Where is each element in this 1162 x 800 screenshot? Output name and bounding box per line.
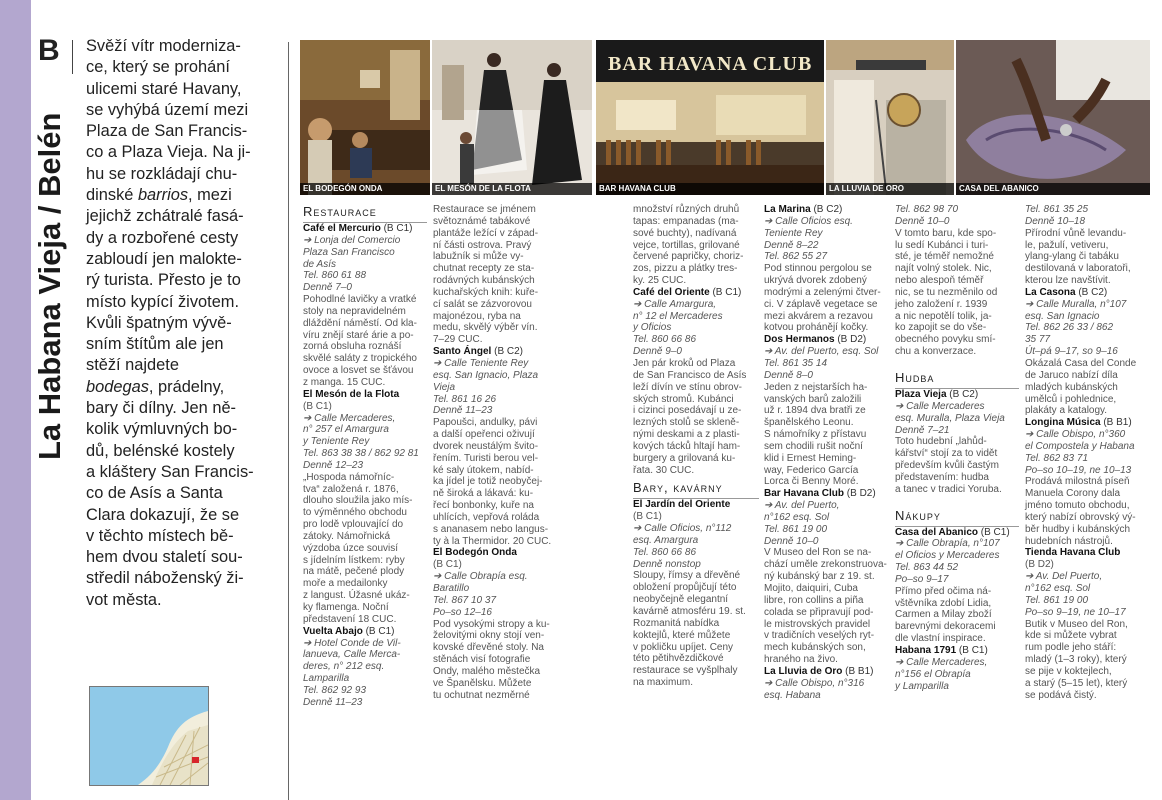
intro-line: stěží najdete [86,356,179,375]
body-text: kotvou prohánějí kočky. [764,322,869,334]
photo-caption: BAR HAVANA CLUB [596,183,824,195]
venue-info: ➔ Calle Teniente Rey [433,357,529,369]
intro-paragraph [86,36,278,611]
body-text: kových tácků hltají ham- [633,440,741,452]
intro-line: a kláštery San Francis- [86,462,254,481]
body-text: kavárně atmosféru 19. st. [633,606,746,617]
venue-info: Tel. 861 35 14 [764,357,828,369]
body-text: Jen pár kroků od Plaza [633,357,736,369]
venue-info: Denně 10–18 [1025,215,1086,227]
bar-sign-text: BAR HAVANA CLUB [608,53,813,75]
body-text: rodávných kubánských [433,275,535,287]
intro-line: kolik výmluvných bo- [86,420,238,439]
venue-info: ➔ Calle Obrapía, n°107 [895,538,1000,550]
venue-info: ➔ Hotel Conde de Vil- [303,637,401,649]
body-text: ky. 25 CUC. [633,275,687,287]
body-text: na mátě, pečené plody [303,566,405,578]
body-text: řením. Turisti berou vel- [433,452,539,464]
venue-info: n° 257 el Amargura [303,424,389,436]
body-text: v pokličku upíjet. Ceny [633,641,734,653]
venue-name: Santo Ángel (B C2) [433,346,524,358]
body-text: a starý (5–15 let), který [1025,677,1128,689]
venue-name: El Mesón de la Flota [303,388,400,400]
body-text: obecného povyku smí- [895,334,996,346]
venue-info: Denně 8–22 [764,239,819,251]
body-text: kářství“ stojí za to vidět [895,448,998,460]
venue-info: Vieja [433,381,456,393]
venue-name: El Jardín del Oriente [633,499,731,511]
venue-info: Tel. 863 38 38 / 862 92 81 [303,448,419,460]
intro-line: hu se rozkládají chu- [86,164,238,183]
body-text: uhlících, vepřová roláda [433,511,540,523]
body-text: cí salát se zázvorovou [433,298,532,310]
section-heading: Bary, kavárny [633,480,759,499]
venue-info: Po–so 12–16 [433,606,492,618]
venue-info: ➔ Calle Muralla, n°107 [1025,298,1127,310]
body-text: už r. 1894 dva bratři ze [764,405,866,417]
photo-bar-havana-club [596,40,824,195]
body-text: ka jídel je totiž neobyčej- [433,476,543,488]
body-text: řata. 30 CUC. [633,464,695,476]
body-text: ty à la Thermidor. 20 CUC. [433,535,552,547]
photo-caption: EL MESÓN DE LA FLOTA [432,183,592,195]
intro-line: dů, belénské kostely [86,441,235,460]
intro-line: sním štítům ale jen [86,335,224,354]
column-divider [288,42,289,800]
venue-info: Út–pá 9–17, so 9–16 [1025,346,1118,358]
body-text: a tanec v tradici Yoruba. [895,483,1002,495]
venue-info: Denně 11–23 [303,696,363,708]
venue-name: Longina Música (B B1) [1025,417,1132,429]
body-text: mladý (1–3 roky), který [1025,654,1127,666]
venue-info: Po–so 9–17 [895,573,949,585]
body-text: Pohodlné lavičky a vratké [303,294,417,306]
body-text: běr hudby i kubánských [1025,523,1131,535]
body-text: S námořníky z přístavu [764,429,867,441]
body-text: dlouho sloužila jako mís- [303,495,413,507]
body-text: pro lodě vplouvající do [303,519,404,531]
body-text: kde si můžete vybrat [1025,630,1117,642]
body-text: Přímo před očima ná- [895,585,992,597]
body-text: želovitými okny stojí ven- [433,630,545,642]
intro-line: rý turista. Přesto je to [86,271,241,290]
body-text: Toto hudební „lahůd- [895,436,987,448]
venue-info: Plaza San Francisco [303,246,395,258]
text-column-5 [895,204,1019,692]
body-text: (B C1) [303,400,332,412]
body-text: modrými a zelenými čtver- [764,286,881,298]
venue-name: La Casona (B C2) [1025,286,1108,298]
sidebar-color-strip [0,0,31,800]
photo-el-bodegon-onda [300,40,430,195]
body-text: plantáže ležící v západ- [433,227,539,239]
body-text: V Museo del Ron se na- [764,547,872,559]
body-text: výzdoba úzce souvisí [303,542,399,554]
venue-info: Denně 11–23 [433,405,493,417]
venue-info: esq. Muralla, Plaza Vieja [895,412,1005,424]
body-text: nic, se tu nezměnilo od [895,286,998,298]
venue-info: y Teniente Rey [303,436,370,448]
body-text: colada se připravují pod- [764,606,874,618]
body-text: skvělé saláty z tropického [303,353,417,365]
intro-line: vot města. [86,590,162,609]
body-text: Manuela Corony dala [1025,488,1121,500]
venue-info: ➔ Av. Del Puerto, [1025,571,1103,583]
body-text: z langust. Úžasné ukáz- [303,590,410,602]
body-text: v tradičních veselých ryt- [764,630,875,642]
venue-info: Tel. 861 16 26 [433,393,497,405]
venue-name: La Lluvia de Oro (B B1) [764,665,874,677]
text-column-3 [633,204,759,689]
body-text: (B D2) [1025,559,1054,571]
body-text: Pod stinnou pergolou se [764,263,872,275]
body-text: stoly na nepravidelném [303,305,406,317]
venue-info: Denně 10–0 [895,215,950,227]
body-text: a nic nepotělí tolik, ja- [895,310,992,322]
body-text: 7–29 CUC. [433,334,483,346]
venue-info: esq. San Ignacio [1025,310,1100,322]
venue-info: n° 12 el Mercaderes [633,310,723,322]
venue-info: ➔ Calle Obispo, n°316 [764,677,865,689]
body-text: ný kubánský bar z 19. st. [764,571,875,583]
body-text: ní části ostrova. Pravý [433,239,532,251]
venue-info: Baratillo [433,583,470,594]
venue-info: esq. Habana [764,689,821,701]
body-text: chu a konverzace. [895,346,977,358]
venue-info: ➔ Av. del Puerto, esq. Sol [764,346,879,358]
body-text: Rozmanitá nabídka [633,617,720,629]
venue-name: El Bodegón Onda [433,547,517,559]
text-column-1 [303,204,427,709]
venue-info: 35 77 [1025,334,1051,346]
body-text: plakáty a katalogy. [1025,405,1108,417]
body-text: množství různých druhů [633,204,740,215]
body-text: Jeden z nejstarších ha- [764,381,868,393]
venue-info: Denně 10–0 [764,535,819,547]
venue-name: La Marina (B C2) [764,204,843,215]
intro-line: hem dvou staletí sou- [86,548,243,567]
body-text: libre, ron collins a piña [764,594,864,606]
venue-info: esq. San Ignacio, Plaza [433,369,539,381]
body-text: i cizinci posedávají u ze- [633,405,742,417]
body-text: Přírodní vůně levandu- [1025,227,1127,239]
body-text: mladých kubánských [1025,381,1118,393]
venue-name: Tienda Havana Club [1025,547,1121,559]
intro-line: zabloudí jen malokte- [86,249,242,268]
body-text: nebo alespoň téměř [895,275,984,287]
intro-line: ce, který se prohání [86,58,230,77]
spacer [895,358,1019,366]
venue-info: Tel. 862 92 93 [303,684,367,696]
photo-caption: CASA DEL ABANICO [956,183,1150,195]
body-text: medu, skvělý výběr vín. [433,322,538,334]
venue-info: Denně 7–0 [303,282,352,294]
body-text: vejce, tortillas, grilované [633,239,740,251]
intro-line: se vyhýbá území mezi [86,100,249,119]
body-text: vštěvníka zdobí Lidia, [895,597,992,609]
photo-caption: LA LLUVIA DE ORO [826,183,954,195]
body-text: Carmen a Milay zboží [895,609,992,621]
body-text: umělců i pohlednice, [1025,393,1117,405]
venue-info: y Oficios [633,322,672,334]
venue-name: Café del Oriente (B C1) [633,286,742,298]
body-text: de San Francisco de Asís [633,369,747,381]
body-text: (B C1) [633,511,662,523]
body-text: Okázalá Casa del Conde [1025,357,1137,369]
body-text: víru znějí staré árie a po- [303,329,414,341]
body-text: dvorek neustálým švito- [433,440,539,452]
venue-name: Dos Hermanos (B D2) [764,334,867,346]
body-text: rum podle jeho stáří: [1025,642,1117,654]
body-text: jméno tomuto obchodu, [1025,500,1130,512]
intro-line: dinské barrios, mezi [86,186,232,205]
body-text: ně široká a lákavá: ku- [433,488,534,500]
venue-info: y Lamparilla [895,680,949,692]
body-text: ukrývá dvorek zdobený [764,275,867,287]
body-text: na maximum. [633,677,694,689]
body-text: Papoušci, andulky, pávi [433,417,538,429]
body-text: destilovaná v laboratoři, [1025,263,1131,275]
body-text: hudebních nástrojů. [1025,535,1113,547]
body-text: le mistrovských pravidel [764,618,871,630]
venue-info: Denně 9–0 [633,346,682,358]
venue-name: Bar Havana Club (B D2) [764,488,876,500]
body-text: Sloupy, římsy a dřevěné [633,570,741,582]
intro-line: bary či dílny. Jen ně- [86,399,237,418]
body-text: především kvůli častým [895,460,999,472]
intro-line: co a Plaza Vieja. Na ji- [86,143,251,162]
body-text: s ananasem nebo langus- [433,523,549,535]
venue-info: n°162 esq. Sol [1025,583,1091,594]
venue-info: Tel. 863 44 52 [895,562,959,574]
body-text: zos, pizzu a plátky tres- [633,263,738,275]
body-text: představení 18 CUC. [303,613,397,625]
venue-info: ➔ Calle Mercaderes, [895,656,988,668]
body-text: way, Federico García [764,464,859,476]
intro-line: bodegas, prádelny, [86,377,225,396]
venue-info: Tel. 861 19 00 [764,523,828,535]
body-text: se podává čistý. [1025,689,1097,701]
photo-la-lluvia-de-oro [826,40,954,195]
body-text: z manga. 15 CUC. [303,376,386,388]
venue-info: lanueva, Calle Merca- [303,649,401,661]
body-text: který nabízí obrovský vý- [1025,511,1136,523]
body-text: de Jaruco nabízí díla [1025,369,1118,381]
venue-info: ➔ Lonja del Comercio [303,234,401,246]
venue-name: Habana 1791 (B C1) [895,645,988,656]
body-text: V tomto baru, kde spo- [895,227,997,239]
venue-info: Denně 8–0 [764,369,813,381]
body-text: moře a medailonky [303,578,388,590]
body-text: s jídelním lístkem: ryby [303,554,405,566]
body-text: sem chodili rušit noční [764,440,863,452]
body-text: lu sedí Kubánci i turi- [895,239,989,251]
venue-info: ➔ Calle Obrapía esq. [433,571,528,583]
body-text: Pod vysokými stropy a ku- [433,618,550,630]
body-text: klid i Ernest Heming- [764,452,857,464]
venue-info: n°156 el Obrapía [895,668,971,680]
body-text: ké saly útokem, nabíd- [433,464,534,476]
venue-info: Tel. 867 10 37 [433,594,497,606]
intro-line: ulicemi staré Havany, [86,79,242,98]
body-text: leží dívín ve stínu obrov- [633,381,742,393]
body-text: ských stromů. Kubánci [633,393,734,405]
body-text: sté, je téměř nemožné [895,251,994,263]
venue-info: Po–so 10–19, ne 10–13 [1025,464,1132,476]
body-text: a další opeřenci oživují [433,429,535,441]
body-text: Mojito, daiquiri, Cuba [764,583,858,594]
venue-info: Teniente Rey [764,227,823,239]
body-text: (B C1) [433,559,462,571]
venue-info: el Compostela y Habana [1025,440,1135,452]
body-text: světoznámé tabákové [433,215,531,227]
body-text: zorná obsluha roznáší [303,341,402,353]
body-text: neobyčejně elegantní [633,594,729,606]
body-text: le, pažulí, vetiveru, [1025,239,1109,251]
body-text: Restaurace se jménem [433,204,536,215]
body-text: hraného na živo. [764,654,838,666]
body-text: ovoce a losvet se šťávou [303,365,414,377]
body-text: ci. V záplavě vegetace se [764,298,878,310]
venue-info: esq. Amargura [633,534,699,546]
body-text: Butik v Museo del Ron, [1025,618,1128,630]
body-text: se pije v koktejlech, [1025,665,1112,677]
venue-info: Tel. 862 83 71 [1025,452,1089,464]
intro-line: místo kypící životem. [86,292,240,311]
body-text: ko zapojit se do vše- [895,322,987,334]
district-map [89,686,209,786]
title-rule [72,40,73,74]
body-text: lezných stolů se skleně- [633,417,740,429]
body-text: vanských barů založili [764,393,862,405]
venue-info: Lamparilla [303,673,350,685]
venue-info: deres, n° 212 esq. [303,661,385,673]
section-heading: Nákupy [895,508,1019,527]
venue-info: Denně nonstop [633,558,701,570]
text-column-4 [764,204,888,701]
body-text: kterou lze navštívit. [1025,275,1111,287]
body-text: tu ochutnat nezměrné [433,689,530,701]
intro-line: středil náboženský ži- [86,569,244,588]
section-heading: Restaurace [303,204,427,223]
body-text: dle vlastní inspirace. [895,633,986,645]
venue-info: ➔ Calle Mercaderes [895,400,985,412]
body-text: majonézou, ryba na [433,310,521,322]
body-text: ky flamenga. Noční [303,602,389,613]
intro-line: dy a rozbořené cesty [86,228,239,247]
venue-info: ➔ Calle Amargura, [633,298,717,310]
venue-name: Café el Mercurio (B C1) [303,223,413,234]
venue-info: Tel. 860 66 86 [633,334,697,346]
text-column-2 [433,204,557,701]
venue-info: Tel. 860 66 86 [633,546,697,558]
body-text: to výměnného obchodu [303,507,407,519]
intro-line: Clara dokazují, že se [86,505,240,524]
body-text: Ondy, malého městečka [433,665,541,677]
body-text: kuchařských knih: kuře- [433,286,539,298]
venue-info: Denně 7–21 [895,424,950,436]
venue-name: Plaza Vieja (B C2) [895,388,979,400]
body-text: tva“ založená r. 1876, [303,483,399,495]
section-heading: Hudba [895,370,1019,389]
venue-info: ➔ Calle Oficios esq. [764,215,853,227]
section-title: La Habana Vieja / Belén [32,112,67,460]
venue-info: ➔ Calle Obispo, n°360 [1025,429,1126,441]
venue-info: de Asís [303,258,336,270]
intro-line: Plaza de San Francis- [86,122,248,141]
body-text: této pětihvězdičkové [633,653,724,665]
intro-line: Kvůli špatným vývě- [86,313,232,332]
section-letter: B [38,34,60,67]
venue-info: ➔ Calle Oficios, n°112 [633,523,732,535]
body-text: chutnat recepty ze sta- [433,263,535,275]
body-text: stěnách visí fotografie [433,654,531,666]
venue-info: el Oficios y Mercaderes [895,550,1000,562]
body-text: najít volný stolek. Nic, [895,263,992,275]
venue-info: Tel. 862 26 33 / 862 [1025,322,1114,334]
body-text: sové buchty), nadívaná [633,227,737,239]
photo-casa-del-abanico [956,40,1150,195]
body-text: labužník si může vy- [433,251,524,263]
photo-el-meson-de-la-flota [432,40,592,195]
body-text: ylang-ylang či tabáku [1025,251,1119,263]
body-text: nými deskami a z plasti- [633,429,740,441]
body-text: burgery a grilovaná ku- [633,452,736,464]
venue-info: Tel. 861 19 00 [1025,594,1089,606]
body-text: koktejlů, které můžete [633,629,731,641]
spacer [895,496,1019,504]
body-text: chází uměle zrekonstruova- [764,559,887,571]
body-text: mezi akvárem a rezavou [764,310,873,322]
body-text: jeho založení r. 1939 [895,298,988,310]
body-text: španělského Leonu. [764,417,854,429]
venue-name: Casa del Abanico (B C1) [895,526,1010,538]
body-text: kovské dřevěné stoly. Na [433,642,544,654]
body-text: Lorca či Benny Moré. [764,476,859,488]
text-column-6 [1025,204,1149,701]
venue-info: Tel. 862 55 27 [764,251,828,263]
photo-caption: EL BODEGÓN ONDA [300,183,430,195]
body-text: barevnými dekoracemi [895,621,996,633]
intro-line: co de Asís a Santa [86,484,223,503]
body-text: restaurace se vyšplhaly [633,665,738,677]
venue-info: Po–so 9–19, ne 10–17 [1025,606,1126,618]
intro-line: v těchto místech bě- [86,526,234,545]
body-text: řecí bonbonky, kuře na [433,500,534,512]
body-text: dláždění náměstí. Od kla- [303,317,417,329]
body-text: ve Španělsku. Můžete [433,677,532,689]
body-text: červené papričky, choriz- [633,251,744,263]
venue-info: Denně 12–23 [303,459,364,471]
venue-info: Tel. 861 35 25 [1025,204,1089,215]
body-text: tapas: empanadas (ma- [633,215,739,227]
body-text: Prodává milostná píseň [1025,476,1130,488]
venue-info: n°162 esq. Sol [764,511,830,523]
body-text: obložení propůjčují této [633,582,737,594]
intro-line: jejichž zchátralé fasá- [86,207,244,226]
body-text: „Hospoda námořníc- [303,471,395,483]
venue-info: ➔ Av. del Puerto, [764,500,840,512]
venue-info: Tel. 862 98 70 [895,204,959,215]
venue-info: ➔ Calle Mercaderes, [303,412,396,424]
body-text: zátoky. Námořnická [303,530,391,542]
intro-line: Svěží vítr moderniza- [86,37,241,55]
venue-name: Vuelta Abajo (B C1) [303,625,395,637]
venue-info: Tel. 860 61 88 [303,270,367,282]
body-text: mech kubánských son, [764,642,866,654]
body-text: představením: hudba [895,471,989,483]
